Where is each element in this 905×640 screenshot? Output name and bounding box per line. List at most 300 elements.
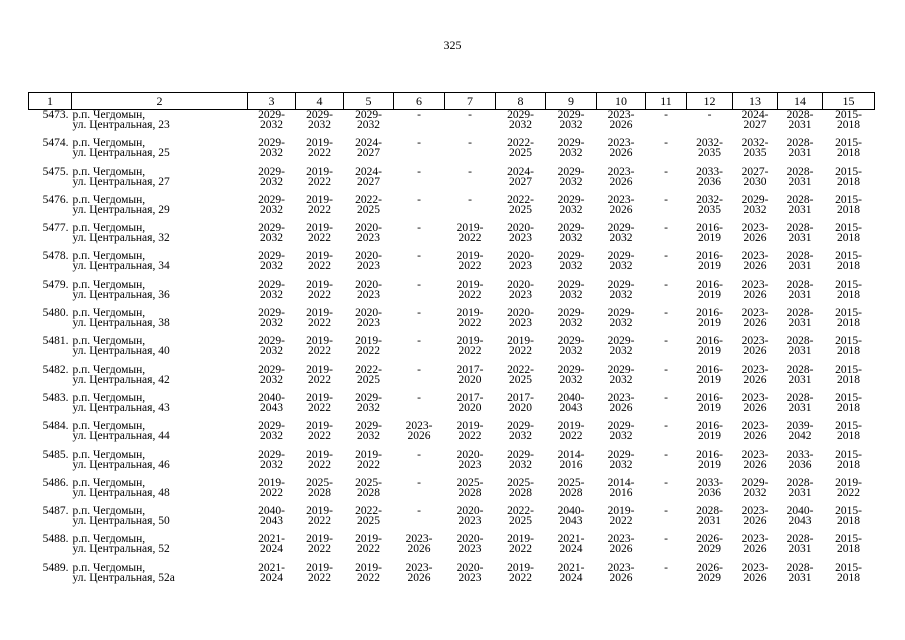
table-row	[29, 534, 875, 562]
period-cell: 2040- 2043	[557, 505, 585, 528]
period-cell: -	[664, 448, 668, 461]
period-cell: 2040- 2043	[557, 391, 585, 414]
column-header: 8	[496, 93, 546, 110]
period-cell: 2021- 2024	[557, 533, 585, 556]
address-line: ул. Центральная, 52	[72, 543, 170, 556]
column-header: 4	[296, 93, 344, 110]
period-cell: 2023- 2026	[607, 561, 635, 584]
period-cell: 2015- 2018	[835, 533, 862, 556]
table-row	[29, 506, 875, 534]
period-cell: 2029- 2032	[607, 222, 635, 245]
period-cell: -	[468, 109, 472, 121]
period-cell: -	[417, 222, 421, 235]
period-cell: 2029- 2032	[557, 193, 585, 216]
row-number: 5478.	[42, 250, 69, 263]
period-cell: 2023- 2026	[741, 278, 769, 301]
table-row	[29, 421, 875, 449]
period-cell: 2020- 2023	[507, 278, 534, 301]
period-cell: 2020- 2023	[507, 307, 534, 330]
period-cell: 2028- 2031	[786, 476, 814, 499]
period-cell: 2028- 2031	[786, 278, 814, 301]
period-cell: -	[664, 250, 668, 263]
row-number: 5486.	[42, 476, 69, 489]
period-cell: 2021- 2024	[258, 533, 285, 556]
period-cell: 2019- 2022	[507, 561, 534, 584]
period-cell: -	[664, 533, 668, 546]
period-cell: 2019- 2022	[355, 448, 382, 471]
period-cell: 2015- 2018	[835, 561, 862, 584]
row-number: 5489.	[42, 561, 69, 574]
period-cell: 2023- 2026	[741, 250, 769, 273]
row-number: 5473.	[42, 109, 69, 121]
period-cell: -	[664, 137, 668, 150]
period-cell: 2019- 2022	[306, 363, 333, 386]
period-cell: -	[664, 505, 668, 518]
period-cell: 2016- 2019	[696, 307, 723, 330]
period-cell: 2029- 2032	[557, 363, 585, 386]
period-cell: 2023- 2026	[607, 165, 635, 188]
period-cell: 2016- 2019	[696, 363, 723, 386]
period-cell: 2022- 2025	[355, 505, 382, 528]
period-cell: 2029- 2032	[306, 109, 333, 131]
period-cell: 2016- 2019	[696, 222, 723, 245]
period-cell: 2023- 2026	[741, 420, 769, 443]
period-cell: 2029- 2032	[557, 307, 585, 330]
row-number: 5488.	[42, 533, 69, 546]
address-cell	[72, 308, 248, 336]
period-cell: 2020- 2023	[355, 307, 382, 330]
period-cell: 2016- 2019	[696, 250, 723, 273]
period-cell: 2029- 2032	[607, 278, 635, 301]
period-cell: 2016- 2019	[696, 391, 723, 414]
address-line: ул. Центральная, 23	[72, 119, 170, 131]
table-row	[29, 223, 875, 251]
period-cell: 2029- 2032	[355, 391, 382, 414]
period-cell: 2029- 2032	[258, 335, 285, 358]
address-cell	[72, 506, 248, 534]
period-cell: 2029- 2032	[607, 420, 635, 443]
table-row	[29, 336, 875, 364]
address-line: р.п. Чегдомын,	[72, 222, 146, 235]
period-cell: 2029- 2032	[741, 476, 769, 499]
period-cell: -	[417, 476, 421, 489]
period-cell: 2020- 2023	[456, 533, 484, 556]
period-cell: -	[417, 448, 421, 461]
row-number: 5487.	[42, 505, 69, 518]
period-cell: 2016- 2019	[696, 420, 723, 443]
period-cell: 2024- 2027	[355, 165, 382, 188]
column-header: 5	[344, 93, 394, 110]
period-cell: 2028- 2031	[786, 533, 814, 556]
period-cell: 2029- 2032	[258, 222, 285, 245]
address-line: р.п. Чегдомын,	[72, 165, 146, 178]
period-cell: 2023- 2026	[741, 307, 769, 330]
period-cell: 2017- 2020	[456, 391, 484, 414]
period-cell: 2025- 2028	[557, 476, 585, 499]
address-line: ул. Центральная, 34	[72, 260, 170, 273]
address-line: р.п. Чегдомын,	[72, 420, 146, 433]
period-cell: 2023- 2026	[607, 193, 635, 216]
period-cell: 2017- 2020	[456, 363, 484, 386]
row-number: 5477.	[42, 222, 69, 235]
period-cell: 2033- 2036	[696, 165, 723, 188]
period-cell: 2023- 2026	[741, 448, 769, 471]
period-cell: 2029- 2032	[258, 137, 285, 160]
period-cell: 2019- 2022	[507, 533, 534, 556]
column-header: 14	[778, 93, 823, 110]
period-cell: -	[664, 363, 668, 376]
period-cell: 2020- 2023	[456, 505, 484, 528]
period-cell: 2029- 2032	[607, 335, 635, 358]
address-line: ул. Центральная, 43	[72, 401, 170, 414]
period-cell: 2019- 2022	[456, 307, 484, 330]
table-row	[29, 251, 875, 279]
period-cell: -	[664, 165, 668, 178]
period-cell: 2026- 2029	[696, 561, 723, 584]
period-cell: 2014- 2016	[557, 448, 585, 471]
period-cell: 2019- 2022	[456, 420, 484, 443]
period-cell: -	[664, 278, 668, 291]
period-cell: -	[664, 193, 668, 206]
period-cell: 2019- 2022	[306, 222, 333, 245]
address-line: р.п. Чегдомын,	[72, 250, 146, 263]
address-cell	[72, 223, 248, 251]
address-line: р.п. Чегдомын,	[72, 533, 146, 546]
address-cell	[72, 421, 248, 449]
period-cell: 2029- 2032	[258, 420, 285, 443]
row-number: 5476.	[42, 193, 69, 206]
period-cell: 2019- 2022	[607, 505, 635, 528]
period-cell: -	[707, 109, 712, 121]
period-cell: 2023- 2026	[607, 137, 635, 160]
period-cell: 2029- 2032	[557, 222, 585, 245]
period-cell: -	[468, 137, 472, 150]
period-cell: 2019- 2022	[835, 476, 862, 499]
address-cell	[72, 563, 248, 591]
period-cell: 2023- 2026	[405, 561, 433, 584]
period-cell: 2028- 2031	[786, 335, 814, 358]
period-cell: 2028- 2031	[786, 391, 814, 414]
period-cell: -	[417, 335, 421, 348]
address-line: р.п. Чегдомын,	[72, 561, 146, 574]
address-line: ул. Центральная, 48	[72, 486, 170, 499]
period-cell: 2023- 2026	[741, 533, 769, 556]
period-cell: 2028- 2031	[786, 222, 814, 245]
period-cell: 2022- 2025	[355, 193, 382, 216]
period-cell: -	[664, 335, 668, 348]
period-cell: 2032- 2035	[696, 137, 723, 160]
row-number: 5485.	[42, 448, 69, 461]
table-row	[29, 478, 875, 506]
period-cell: 2029- 2032	[607, 363, 635, 386]
period-cell: 2024- 2027	[741, 109, 769, 131]
address-line: р.п. Чегдомын,	[72, 363, 146, 376]
period-cell: 2020- 2023	[355, 278, 382, 301]
address-cell	[72, 393, 248, 421]
period-cell: 2019- 2022	[355, 335, 382, 358]
period-cell: 2029- 2032	[557, 250, 585, 273]
period-cell: 2025- 2028	[306, 476, 333, 499]
period-cell: 2029- 2032	[355, 109, 382, 131]
address-line: ул. Центральная, 32	[72, 232, 170, 245]
table-row	[29, 195, 875, 223]
address-line: ул. Центральная, 25	[72, 147, 170, 160]
period-cell: 2015- 2018	[835, 363, 862, 386]
column-header: 2	[72, 93, 248, 110]
table-body	[29, 110, 875, 592]
period-cell: 2015- 2018	[835, 222, 862, 245]
period-cell: 2029- 2032	[557, 335, 585, 358]
period-cell: -	[664, 109, 668, 121]
period-cell: 2022- 2025	[507, 193, 534, 216]
period-cell: 2015- 2018	[835, 420, 862, 443]
period-cell: 2024- 2027	[355, 137, 382, 160]
period-cell: 2019- 2022	[355, 561, 382, 584]
header-row	[29, 93, 875, 110]
period-cell: 2029- 2032	[507, 109, 534, 131]
address-line: р.п. Чегдомын,	[72, 307, 146, 320]
column-header: 7	[445, 93, 496, 110]
table-row	[29, 393, 875, 421]
table-row	[29, 110, 875, 139]
period-cell: 2027- 2030	[741, 165, 769, 188]
period-cell: 2015- 2018	[835, 505, 862, 528]
address-line: ул. Центральная, 29	[72, 203, 170, 216]
period-cell: 2039- 2042	[786, 420, 814, 443]
table-row	[29, 365, 875, 393]
period-cell: 2029- 2032	[607, 250, 635, 273]
period-cell: 2019- 2022	[306, 165, 333, 188]
address-cell	[72, 365, 248, 393]
period-cell: 2029- 2032	[258, 307, 285, 330]
period-cell: 2017- 2020	[507, 391, 534, 414]
period-cell: 2023- 2026	[741, 505, 769, 528]
period-cell: 2023- 2026	[607, 109, 635, 131]
period-cell: 2023- 2026	[741, 391, 769, 414]
period-cell: -	[664, 420, 668, 433]
address-line: р.п. Чегдомын,	[72, 505, 146, 518]
address-line: ул. Центральная, 40	[72, 345, 170, 358]
page-number: 325	[443, 38, 462, 52]
period-cell: 2016- 2019	[696, 278, 723, 301]
period-cell: -	[664, 476, 668, 489]
period-cell: 2029- 2032	[507, 448, 534, 471]
address-cell	[72, 110, 248, 139]
period-cell: 2015- 2018	[835, 193, 862, 216]
period-cell: 2029- 2032	[355, 420, 382, 443]
period-cell: 2028- 2031	[786, 193, 814, 216]
period-cell: 2019- 2022	[456, 335, 484, 358]
period-cell: -	[417, 165, 421, 178]
column-header: 12	[687, 93, 733, 110]
period-cell: 2029- 2032	[258, 448, 285, 471]
address-cell	[72, 280, 248, 308]
period-cell: 2019- 2022	[306, 278, 333, 301]
address-cell	[72, 251, 248, 279]
period-cell: -	[417, 363, 421, 376]
address-line: ул. Центральная, 27	[72, 175, 170, 188]
period-cell: -	[417, 193, 421, 206]
address-line: р.п. Чегдомын,	[72, 278, 146, 291]
address-cell	[72, 450, 248, 478]
period-cell: 2019- 2022	[456, 278, 484, 301]
period-cell: 2029- 2032	[557, 165, 585, 188]
row-number: 5481.	[42, 335, 69, 348]
period-cell: 2015- 2018	[835, 391, 862, 414]
column-header: 10	[597, 93, 646, 110]
column-header: 9	[546, 93, 597, 110]
period-cell: 2029- 2032	[258, 109, 285, 131]
period-cell: 2023- 2026	[741, 561, 769, 584]
column-header: 3	[248, 93, 296, 110]
period-cell: 2020- 2023	[456, 448, 484, 471]
table-row	[29, 280, 875, 308]
period-cell: 2019- 2022	[258, 476, 285, 499]
row-number: 5480.	[42, 307, 69, 320]
period-cell: 2019- 2022	[306, 193, 333, 216]
address-line: ул. Центральная, 42	[72, 373, 170, 386]
table-row	[29, 167, 875, 195]
address-line: ул. Центральная, 46	[72, 458, 170, 471]
table-row	[29, 308, 875, 336]
period-cell: 2025- 2028	[456, 476, 484, 499]
address-cell	[72, 478, 248, 506]
period-cell: 2029- 2032	[258, 193, 285, 216]
period-cell: 2033- 2036	[786, 448, 814, 471]
period-cell: -	[417, 109, 421, 121]
period-cell: 2026- 2029	[696, 533, 723, 556]
address-cell	[72, 534, 248, 562]
period-cell: -	[417, 391, 421, 404]
period-cell: 2023- 2026	[607, 391, 635, 414]
period-cell: 2014- 2016	[607, 476, 635, 499]
period-cell: -	[664, 561, 668, 574]
period-cell: 2015- 2018	[835, 109, 862, 131]
period-cell: 2015- 2018	[835, 250, 862, 273]
address-cell	[72, 167, 248, 195]
period-cell: 2029- 2032	[258, 278, 285, 301]
period-cell: 2024- 2027	[507, 165, 534, 188]
period-cell: -	[468, 193, 472, 206]
period-cell: 2028- 2031	[696, 505, 723, 528]
period-cell: 2022- 2025	[507, 505, 534, 528]
address-line: р.п. Чегдомын,	[72, 109, 146, 121]
period-cell: 2028- 2031	[786, 250, 814, 273]
table-row	[29, 450, 875, 478]
row-number: 5484.	[42, 420, 69, 433]
period-cell: 2023- 2026	[741, 363, 769, 386]
period-cell: 2019- 2022	[456, 222, 484, 245]
period-cell: 2015- 2018	[835, 307, 862, 330]
address-cell	[72, 195, 248, 223]
period-cell: 2019- 2022	[306, 137, 333, 160]
period-cell: -	[417, 307, 421, 320]
period-cell: 2016- 2019	[696, 448, 723, 471]
period-cell: -	[468, 165, 472, 178]
address-cell	[72, 336, 248, 364]
period-cell: 2019- 2022	[355, 533, 382, 556]
period-cell: 2023- 2026	[741, 222, 769, 245]
period-cell: 2028- 2031	[786, 165, 814, 188]
address-line: ул. Центральная, 52а	[72, 571, 175, 584]
period-cell: 2022- 2025	[355, 363, 382, 386]
period-cell: -	[664, 222, 668, 235]
period-cell: 2023- 2026	[607, 533, 635, 556]
period-cell: 2029- 2032	[258, 165, 285, 188]
address-line: ул. Центральная, 50	[72, 515, 170, 528]
period-cell: 2023- 2026	[405, 420, 433, 443]
period-cell: 2021- 2024	[258, 561, 285, 584]
period-cell: -	[417, 505, 421, 518]
column-header: 6	[394, 93, 445, 110]
row-number: 5475.	[42, 165, 69, 178]
column-header: 15	[823, 93, 875, 110]
period-cell: 2028- 2031	[786, 363, 814, 386]
address-line: ул. Центральная, 38	[72, 317, 170, 330]
address-line: р.п. Чегдомын,	[72, 391, 146, 404]
address-line: р.п. Чегдомын,	[72, 137, 146, 150]
address-line: р.п. Чегдомын,	[72, 193, 146, 206]
address-line: р.п. Чегдомын,	[72, 448, 146, 461]
period-cell: 2019- 2022	[306, 533, 333, 556]
period-cell: -	[417, 250, 421, 263]
period-cell: -	[417, 278, 421, 291]
period-cell: 2028- 2031	[786, 137, 814, 160]
period-cell: 2040- 2043	[786, 505, 814, 528]
column-header: 11	[646, 93, 687, 110]
period-cell: 2016- 2019	[696, 335, 723, 358]
period-cell: 2029- 2032	[607, 448, 635, 471]
period-cell: 2025- 2028	[507, 476, 534, 499]
period-cell: 2028- 2031	[786, 561, 814, 584]
period-cell: 2029- 2032	[258, 363, 285, 386]
period-cell: 2019- 2022	[306, 448, 333, 471]
period-cell: 2029- 2032	[507, 420, 534, 443]
period-cell: 2020- 2023	[355, 222, 382, 245]
period-cell: 2019- 2022	[456, 250, 484, 273]
row-number: 5482.	[42, 363, 69, 376]
period-cell: 2022- 2025	[507, 363, 534, 386]
period-cell: 2025- 2028	[355, 476, 382, 499]
period-cell: 2021- 2024	[557, 561, 585, 584]
address-line: р.п. Чегдомын,	[72, 476, 146, 489]
period-cell: 2015- 2018	[835, 165, 862, 188]
address-line: р.п. Чегдомын,	[72, 335, 146, 348]
period-cell: 2022- 2025	[507, 137, 534, 160]
period-cell: 2020- 2023	[507, 250, 534, 273]
period-cell: 2019- 2022	[306, 335, 333, 358]
period-cell: 2015- 2018	[835, 335, 862, 358]
period-cell: -	[417, 137, 421, 150]
row-number: 5474.	[42, 137, 69, 150]
table-row	[29, 563, 875, 591]
period-cell: 2023- 2026	[405, 533, 433, 556]
period-cell: 2020- 2023	[456, 561, 484, 584]
period-cell: 2029- 2032	[258, 250, 285, 273]
period-cell: -	[664, 307, 668, 320]
row-number: 5479.	[42, 278, 69, 291]
period-cell: 2040- 2043	[258, 391, 285, 414]
period-cell: 2019- 2022	[306, 307, 333, 330]
period-cell: 2019- 2022	[306, 505, 333, 528]
period-cell: 2015- 2018	[835, 448, 862, 471]
period-cell: 2019- 2022	[306, 561, 333, 584]
period-cell: 2019- 2022	[507, 335, 534, 358]
period-cell: 2019- 2022	[306, 391, 333, 414]
period-cell: 2015- 2018	[835, 278, 862, 301]
period-cell: 2015- 2018	[835, 137, 862, 160]
period-cell: 2029- 2032	[557, 109, 585, 131]
